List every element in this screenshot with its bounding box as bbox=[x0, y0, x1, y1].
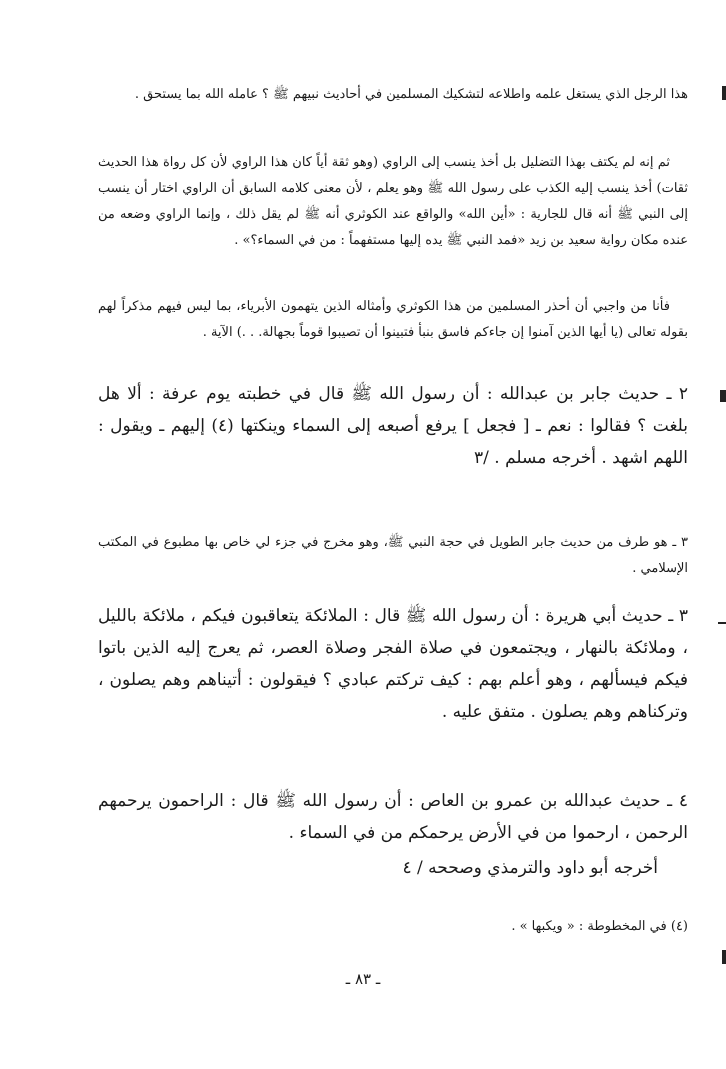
page-number: ـ ٨٣ ـ bbox=[345, 970, 381, 988]
note-3-paragraph: ٣ ـ هو طرف من حديث جابر الطويل في حجة النبي ﷺ، وهو مخرج في جزء لي خاص بها مطبوع في المكتب الإسلامي . bbox=[98, 535, 688, 576]
commentary-paragraph-1: هذا الرجل الذي يستغل علمه واطلاعه لتشكيك المسلمين في أحاديث نبيهم ﷺ ؟ عامله الله بما يستحق . bbox=[134, 87, 688, 102]
commentary-paragraph-3: فأنا من واجبي أن أحذر المسلمين من هذا الكوثري وأمثاله الذين يتهمون الأبرياء، بما ليس فيهم مذكراً لهم بقوله تعالى (يا أيها الذين آمنوا إن جاءكم فاسق بنبأ فتبينوا أن تصيبوا قوماً بجهالة. . .) الآية . bbox=[98, 299, 688, 340]
scan-edge-mark bbox=[720, 390, 726, 402]
hadith-4-paragraph: ٤ ـ حديث عبدالله بن عمرو بن العاص : أن رسول الله ﷺ قال : الراحمون يرحمهم الرحمن ، ارحموا من في الأرض يرحمكم من في السماء . bbox=[98, 791, 688, 843]
scan-edge-mark bbox=[718, 622, 726, 624]
footnote-4: (٤) في المخطوطة : « ويكبها » . bbox=[511, 919, 688, 934]
scan-edge-mark bbox=[722, 86, 726, 100]
hadith-3-paragraph: ٣ ـ حديث أبي هريرة : أن رسول الله ﷺ قال : الملائكة يتعاقبون فيكم ، ملائكة بالليل ، وملائكة بالنهار ، ويجتمعون في صلاة الفجر وصلاة العصر، ثم يعرج إليه الذين باتوا فيكم فيسألهم ، وهو أعلم بهم : كيف تركتم عبادي ؟ فيقولون : أتيناهم وهم يصلون ، وتركناهم وهم يصلون . متفق عليه . bbox=[98, 606, 688, 722]
hadith-2-paragraph: ٢ ـ حديث جابر بن عبدالله : أن رسول الله ﷺ قال في خطبته يوم عرفة : ألا هل بلغت ؟ فقالوا : نعم ـ [ فجعل ] يرفع أصبعه إلى السماء وينكتها (٤) إليهم ـ ويقول : اللهم اشهد . أخرجه مسلم . /٣ bbox=[98, 384, 689, 468]
commentary-paragraph-2: ثم إنه لم يكتف بهذا التضليل بل أخذ ينسب إلى الراوي (وهو ثقة أياً كان هذا الراوي لأن كل رواة هذا الحديث ثقات) أخذ ينسب إليه الكذب على رسول الله ﷺ وهو يعلم ، لأن معنى كلامه السابق أن الراوي اختار أن ينسب إلى النبي ﷺ أنه قال للجارية : «أين الله» والواقع عند الكوثري أنه ﷺ لم يقل ذلك ، وإنما الراوي وضعه من عنده مكان رواية سعيد بن زيد «فمد النبي ﷺ يده إليها مستفهماً : من في السماء؟» . bbox=[98, 155, 688, 248]
hadith-4-source: أخرجه أبو داود والترمذي وصححه / ٤ bbox=[402, 858, 658, 878]
scan-edge-mark bbox=[722, 950, 726, 964]
